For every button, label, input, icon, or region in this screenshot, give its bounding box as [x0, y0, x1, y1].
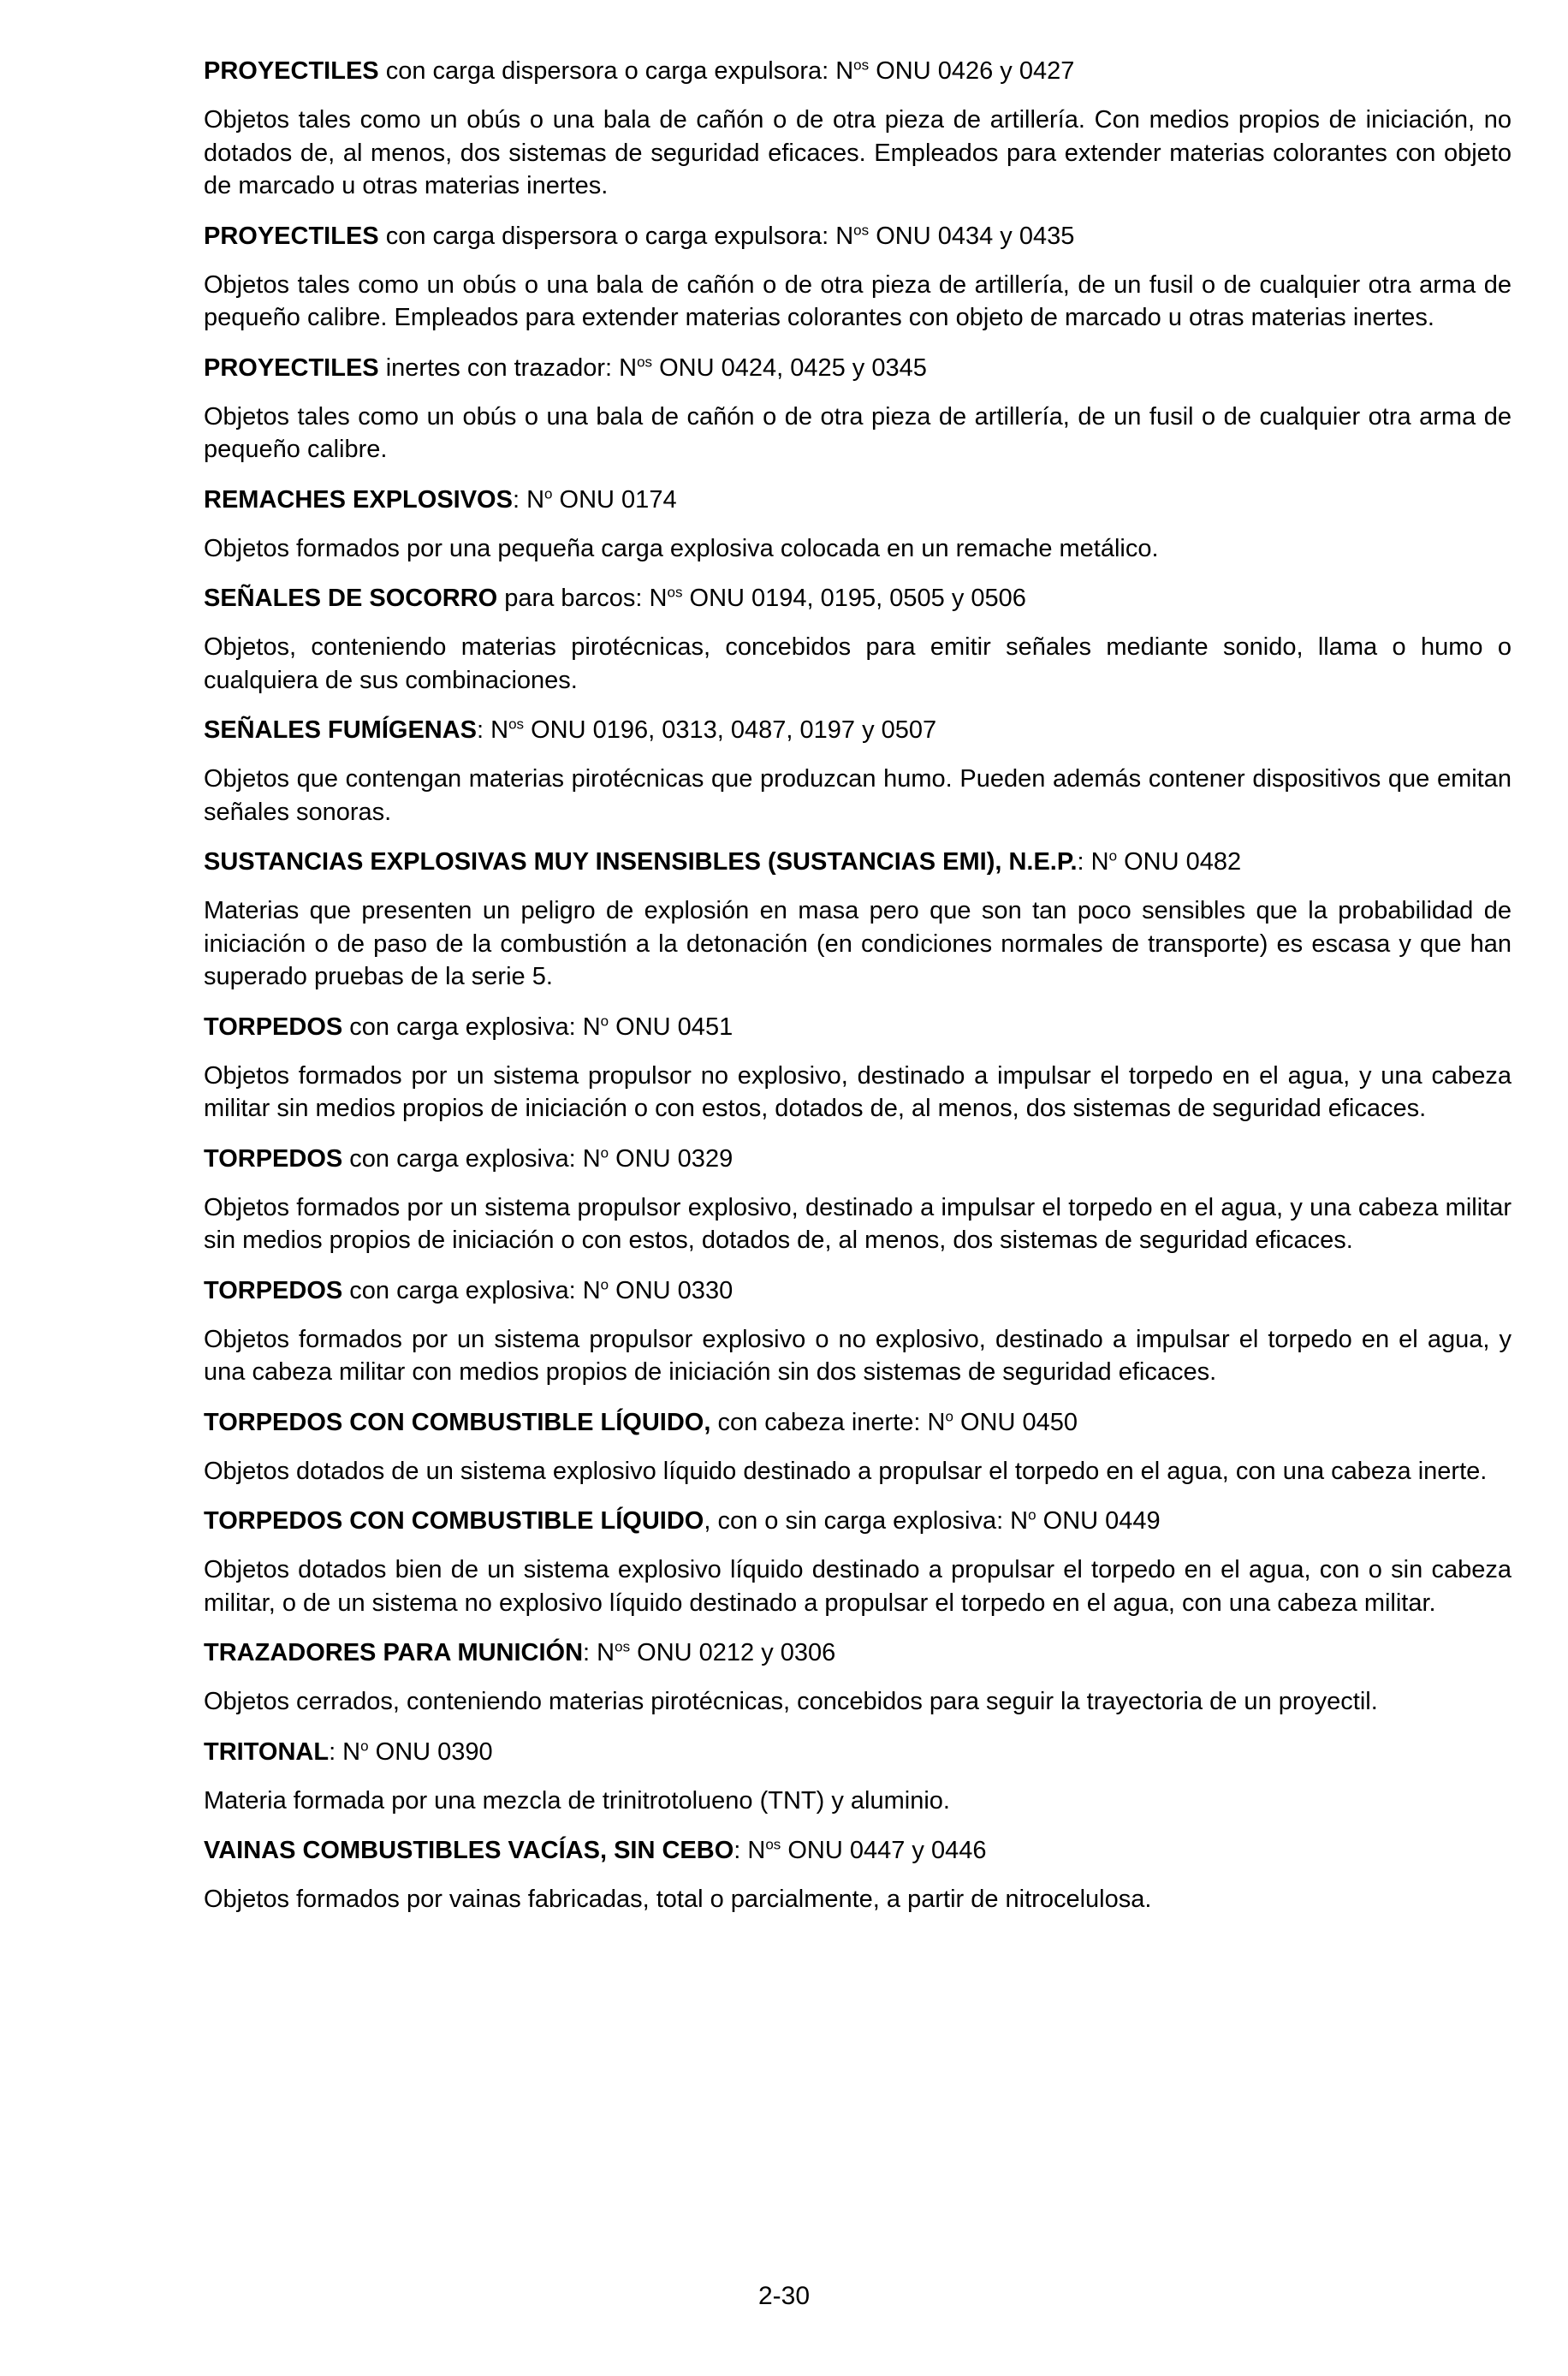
entry-description: Materias que presenten un peligro de explosión en masa pero que son tan poco sensibles que la probabilidad de iniciación o de paso de la combustión a la detonación (en condiciones normales de transporte) es escasa y que han superado pruebas de la serie 5. — [204, 897, 1512, 990]
entry-qualifier: con carga explosiva: N — [342, 1276, 601, 1304]
entry-term: PROYECTILES — [204, 57, 379, 85]
entry-qualifier: con carga dispersora o carga expulsora: N — [378, 57, 854, 85]
entry-qualifier: : N — [1077, 848, 1109, 876]
number-superscript: o — [600, 1143, 609, 1161]
entry-torpedos-0329 — [204, 1143, 1512, 1257]
un-numbers: ONU 0329 — [609, 1144, 734, 1173]
entry-qualifier: inertes con trazador: N — [378, 353, 638, 382]
entry-term: SUSTANCIAS EXPLOSIVAS MUY INSENSIBLES (SUSTANCIAS EMI), N.E.P. — [204, 848, 1078, 876]
number-superscript: o — [945, 1407, 953, 1424]
number-superscript: os — [853, 221, 870, 238]
entry-torpedos-liquido-0449 — [204, 1505, 1512, 1619]
entry-heading — [204, 846, 1512, 878]
entry-remaches-explosivos — [204, 484, 1512, 566]
number-superscript: o — [1028, 1506, 1036, 1524]
entry-description: Materia formada por una mezcla de trinitrotolueno (TNT) y aluminio. — [204, 1786, 950, 1815]
entry-description: Objetos tales como un obús o una bala de cañón o de otra pieza de artillería, de un fusil o de cualquier otra arma de pequeño calibre. Empleados para extender materias colorantes con objeto de marcado u otras materias inertes. — [204, 270, 1512, 331]
number-superscript: os — [615, 1638, 631, 1655]
entry-senales-de-socorro — [204, 582, 1512, 697]
entry-qualifier: con carga dispersora o carga expulsora: N — [378, 222, 854, 250]
entry-heading — [204, 1736, 1512, 1768]
entry-torpedos-0451 — [204, 1011, 1512, 1126]
number-superscript: o — [544, 484, 553, 502]
entry-heading — [204, 1636, 1512, 1669]
entry-sustancias-emi — [204, 846, 1512, 994]
entry-torpedos-0330 — [204, 1274, 1512, 1389]
entry-qualifier: , con o sin carga explosiva: N — [704, 1507, 1029, 1535]
entry-term: TORPEDOS — [204, 1276, 343, 1304]
entry-qualifier: : N — [583, 1639, 615, 1666]
entry-description: Objetos dotados de un sistema explosivo líquido destinado a propulsar el torpedo en el agua, con una cabeza inerte. — [204, 1457, 1488, 1485]
entry-term: PROYECTILES — [204, 353, 379, 382]
entry-description: Objetos formados por una pequeña carga explosiva colocada en un remache metálico. — [204, 534, 1159, 562]
entry-description: Objetos formados por un sistema propulsor explosivo, destinado a impulsar el torpedo en el agua, y una cabeza militar sin medios propios de iniciación o con estos, dotados de, al menos, dos sistemas de seguridad eficaces. — [204, 1193, 1512, 1254]
entry-term: TORPEDOS CON COMBUSTIBLE LÍQUIDO — [204, 1507, 704, 1535]
un-numbers: ONU 0330 — [609, 1276, 734, 1304]
entry-heading — [204, 582, 1512, 615]
entry-qualifier: para barcos: N — [497, 585, 668, 612]
un-numbers: ONU 0212 y 0306 — [630, 1639, 836, 1666]
entry-trazadores-para-municion — [204, 1636, 1512, 1719]
entry-term: TORPEDOS CON COMBUSTIBLE LÍQUIDO, — [204, 1408, 711, 1436]
un-numbers: ONU 0424, 0425 y 0345 — [652, 353, 927, 382]
un-numbers: ONU 0482 — [1117, 848, 1242, 876]
entry-heading — [204, 1143, 1512, 1175]
entry-qualifier: : N — [477, 716, 509, 744]
entry-torpedos-liquido-0450 — [204, 1406, 1512, 1488]
document-body — [204, 55, 1512, 1933]
entry-senales-fumigenas — [204, 714, 1512, 829]
number-superscript: os — [667, 584, 683, 601]
entry-heading — [204, 220, 1512, 252]
entry-qualifier: : N — [734, 1837, 766, 1864]
entry-description: Objetos, conteniendo materias pirotécnicas, concebidos para emitir señales mediante sonido, llama o humo o cualquiera de sus combinaciones. — [204, 633, 1512, 694]
entry-heading — [204, 1274, 1512, 1307]
number-superscript: o — [600, 1012, 609, 1029]
entry-proyectiles-0434-0435 — [204, 220, 1512, 335]
entry-description: Objetos formados por un sistema propulsor no explosivo, destinado a impulsar el torpedo en el agua, y una cabeza militar sin medios propios de iniciación o con estos, dotados de, al menos, dos sistemas de seguridad eficaces. — [204, 1061, 1512, 1122]
entry-heading — [204, 55, 1512, 87]
entry-term: PROYECTILES — [204, 222, 379, 250]
un-numbers: ONU 0449 — [1036, 1507, 1161, 1535]
entry-description: Objetos formados por vainas fabricadas, total o parcialmente, a partir de nitrocelulosa. — [204, 1886, 1152, 1913]
entry-heading — [204, 484, 1512, 516]
entry-vainas-combustibles — [204, 1834, 1512, 1916]
number-superscript: os — [765, 1836, 781, 1853]
number-superscript: o — [600, 1275, 609, 1292]
entry-description: Objetos dotados bien de un sistema explosivo líquido destinado a propulsar el torpedo en el agua, con o sin cabeza militar, o de un sistema no explosivo líquido destinado a propulsar el torpedo en el agua, con una cabeza militar. — [204, 1556, 1512, 1617]
un-numbers: ONU 0390 — [368, 1737, 493, 1766]
entry-term: TORPEDOS — [204, 1144, 343, 1173]
entry-term: SEÑALES FUMÍGENAS — [204, 716, 478, 744]
entry-qualifier: : N — [329, 1737, 361, 1766]
un-numbers: ONU 0451 — [609, 1013, 734, 1041]
entry-description: Objetos formados por un sistema propulsor explosivo o no explosivo, destinado a impulsar el torpedo en el agua, y una cabeza militar con medios propios de iniciación sin dos sistemas de seguridad eficaces. — [204, 1325, 1512, 1386]
number-superscript: o — [360, 1737, 369, 1754]
entry-qualifier: con carga explosiva: N — [342, 1013, 601, 1041]
entry-description: Objetos que contengan materias pirotécnicas que produzcan humo. Pueden además contener dispositivos que emitan señales sonoras. — [204, 765, 1512, 826]
entry-term: TRAZADORES PARA MUNICIÓN — [204, 1639, 584, 1666]
entry-proyectiles-inertes — [204, 352, 1512, 466]
entry-qualifier: con cabeza inerte: N — [710, 1408, 946, 1436]
entry-description: Objetos tales como un obús o una bala de cañón o de otra pieza de artillería. Con medios propios de iniciación, no dotados de, al menos, dos sistemas de seguridad eficaces. Empleados para extender materias colorantes con objeto de marcado u otras materias inertes. — [204, 106, 1512, 199]
entry-tritonal — [204, 1736, 1512, 1818]
page-number: 2-30 — [757, 2282, 811, 2310]
entry-qualifier: con carga explosiva: N — [342, 1144, 601, 1173]
entry-heading — [204, 1834, 1512, 1867]
number-superscript: o — [1108, 847, 1118, 864]
entry-heading — [204, 352, 1512, 384]
un-numbers: ONU 0450 — [953, 1408, 1078, 1436]
un-numbers: ONU 0447 y 0446 — [781, 1837, 987, 1864]
entry-term: VAINAS COMBUSTIBLES VACÍAS, SIN CEBO — [204, 1837, 734, 1864]
entry-term: TORPEDOS — [204, 1013, 343, 1041]
entry-qualifier: : N — [512, 485, 545, 514]
number-superscript: os — [853, 56, 870, 74]
entry-description: Objetos tales como un obús o una bala de cañón o de otra pieza de artillería, de un fusil o de cualquier otra arma de pequeño calibre. — [204, 402, 1512, 463]
entry-term: TRITONAL — [204, 1737, 330, 1766]
un-numbers: ONU 0434 y 0435 — [869, 222, 1075, 250]
number-superscript: os — [637, 353, 653, 370]
entry-term: SEÑALES DE SOCORRO — [204, 585, 498, 612]
un-numbers: ONU 0174 — [552, 485, 677, 514]
entry-proyectiles-0426-0427 — [204, 55, 1512, 203]
number-superscript: os — [508, 716, 525, 733]
un-numbers: ONU 0194, 0195, 0505 y 0506 — [682, 585, 1026, 612]
entry-heading — [204, 1406, 1512, 1439]
entry-description: Objetos cerrados, conteniendo materias pirotécnicas, concebidos para seguir la trayectoria de un proyectil. — [204, 1688, 1378, 1715]
entry-term: REMACHES EXPLOSIVOS — [204, 485, 513, 514]
entry-heading — [204, 1011, 1512, 1043]
entry-heading — [204, 714, 1512, 746]
un-numbers: ONU 0426 y 0427 — [869, 57, 1075, 85]
entry-heading — [204, 1505, 1512, 1537]
un-numbers: ONU 0196, 0313, 0487, 0197 y 0507 — [524, 716, 937, 744]
